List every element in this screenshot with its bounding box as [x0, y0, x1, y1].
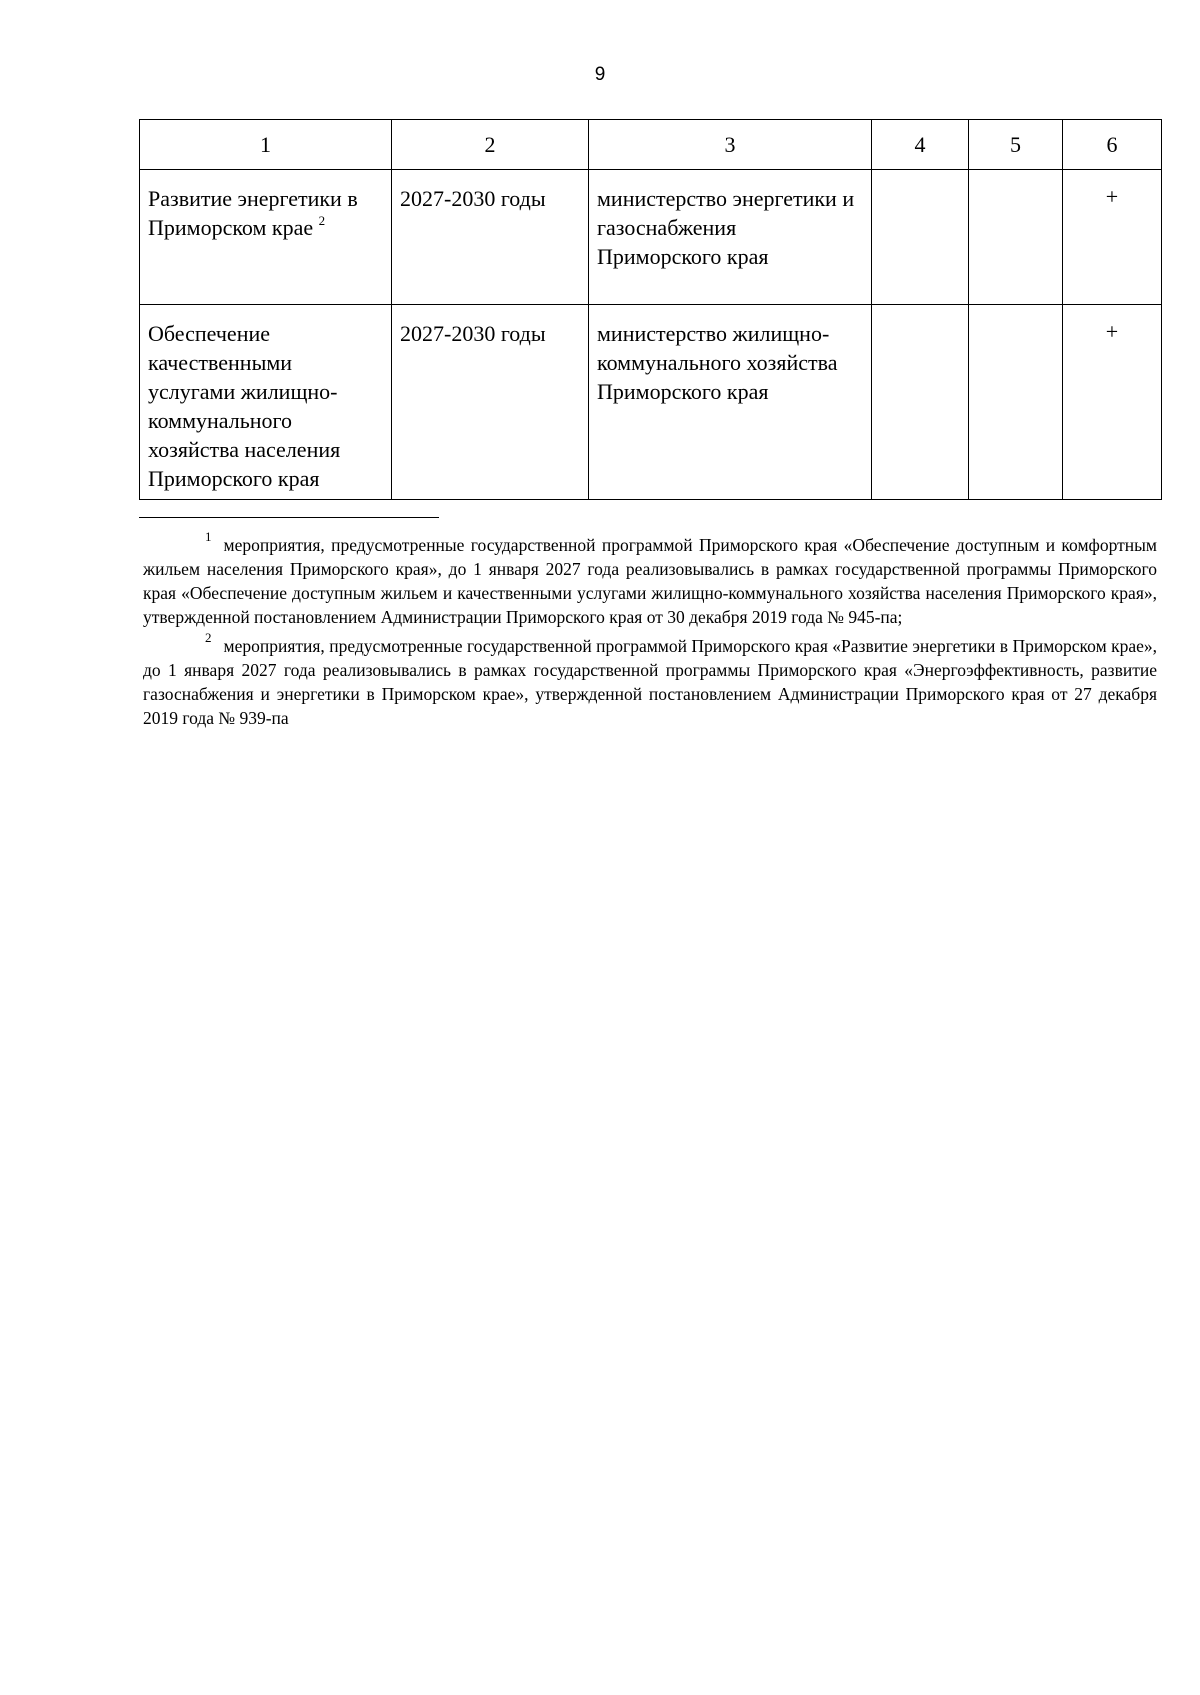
footnote-marker: 1	[205, 529, 212, 544]
row-responsible: министерство энергетики и газоснабжения Приморского края	[589, 170, 872, 305]
footnote-2	[143, 630, 1157, 730]
column-header-1: 1	[140, 120, 392, 170]
table-row	[140, 305, 1162, 500]
column-header-5: 5	[969, 120, 1063, 170]
footnote-text: мероприятия, предусмотренные государственной программой Приморского края «Развитие энергетики в Приморском крае», до 1 января 2027 года реализовывались в рамках государственной программы Приморского края «Энергоэффективность, развитие газоснабжения и энергетики в Приморском крае», утвержденной постановлением Администрации Приморского края от 27 декабря 2019 года № 939-па	[143, 636, 1157, 728]
row-col6-mark: +	[1063, 170, 1162, 305]
row-col4	[872, 170, 969, 305]
row-col6-mark: +	[1063, 305, 1162, 500]
row-col4	[872, 305, 969, 500]
column-header-2: 2	[392, 120, 589, 170]
page-number: 9	[594, 64, 606, 85]
footnote-marker: 2	[205, 630, 212, 645]
footnotes	[143, 529, 1157, 735]
footnote-ref: 2	[318, 213, 326, 228]
row-col5	[969, 170, 1063, 305]
column-header-4: 4	[872, 120, 969, 170]
row-col5	[969, 305, 1063, 500]
program-name-text: Развитие энергетики в Приморском крае	[148, 186, 358, 240]
row-responsible: министерство жилищно-коммунального хозяйства Приморского края	[589, 305, 872, 500]
table-header-row	[140, 120, 1162, 170]
row-period: 2027-2030 годы	[392, 170, 589, 305]
table-row	[140, 170, 1162, 305]
program-table	[139, 119, 1162, 500]
footnote-divider	[139, 517, 439, 518]
row-program-name: Обеспечение качественными услугами жилищно-коммунального хозяйства населения Приморского края	[140, 305, 392, 500]
column-header-3: 3	[589, 120, 872, 170]
footnote-1	[143, 529, 1157, 629]
row-program-name	[140, 170, 392, 305]
column-header-6: 6	[1063, 120, 1162, 170]
footnote-text: мероприятия, предусмотренные государственной программой Приморского края «Обеспечение доступным и комфортным жильем населения Приморского края», до 1 января 2027 года реализовывались в рамках государственной программы Приморского края «Обеспечение доступным жильем и качественными услугами жилищно-коммунального хозяйства населения Приморского края», утвержденной постановлением Администрации Приморского края от 30 декабря 2019 года № 945-па;	[143, 535, 1157, 627]
row-period: 2027-2030 годы	[392, 305, 589, 500]
